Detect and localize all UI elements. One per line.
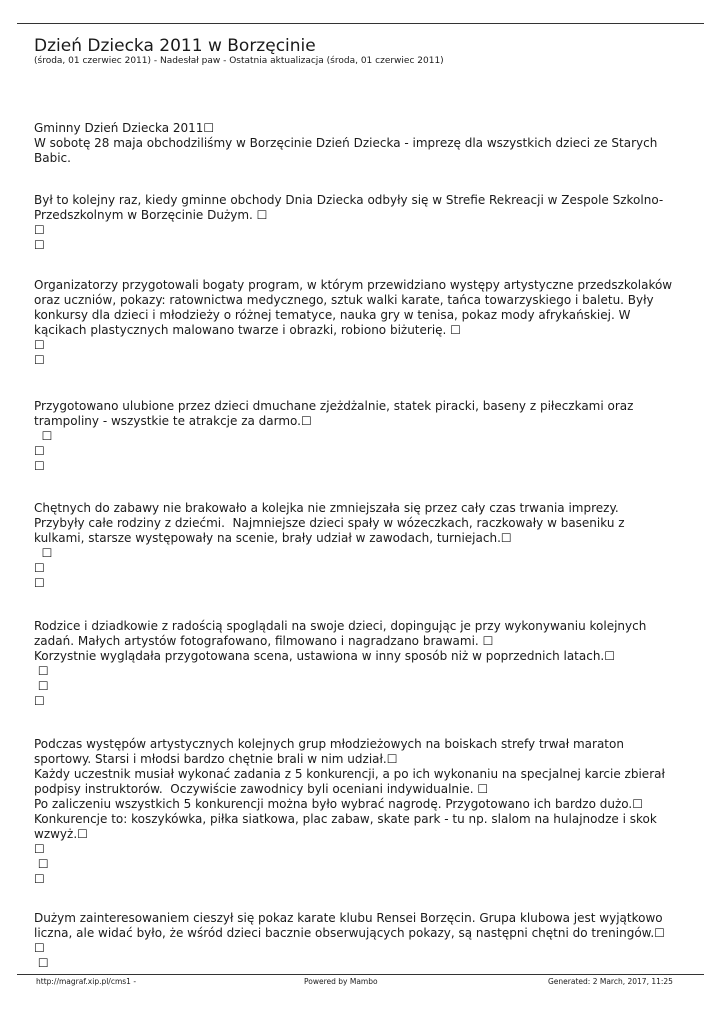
text-line: sportowy. Starsi i młodsi bardzo chętnie brali w nim udział.☐ xyxy=(34,752,398,766)
top-rule xyxy=(17,23,704,24)
text-line: Organizatorzy przygotowali bogaty program, w którym przewidziano występy artystyczne przedszkolaków xyxy=(34,278,673,292)
text-line: Rodzice i dziadkowie z radością spoglądali na swoje dzieci, dopingując je przy wykonywaniu kolejnych xyxy=(34,619,647,633)
text-line: ☐ xyxy=(34,679,49,693)
footer-rule xyxy=(17,974,704,975)
text-line: ☐ xyxy=(34,223,45,237)
paragraph xyxy=(34,121,694,166)
text-line: ☐ xyxy=(34,561,45,575)
text-line: ☐ xyxy=(34,429,53,443)
article-meta: (środa, 01 czerwiec 2011) - Nadesłał paw - Ostatnia aktualizacja (środa, 01 czerwiec 2011) xyxy=(34,56,444,66)
text-line: ☐ xyxy=(34,842,45,856)
article-title: Dzień Dziecka 2011 w Borzęcinie xyxy=(34,36,316,56)
paragraph xyxy=(34,278,694,368)
text-line: ☐ xyxy=(34,576,45,590)
text-line: konkursy dla dzieci i młodzieży o różnej tematyce, nauka gry w tenisa, pokaz mody afrykańskiej. W xyxy=(34,308,631,322)
text-line: W sobotę 28 maja obchodziliśmy w Borzęcinie Dzień Dziecka - imprezę dla wszystkich dzieci ze Starych xyxy=(34,136,658,150)
text-line: ☐ xyxy=(34,857,49,871)
paragraph xyxy=(34,193,694,253)
text-line: Chętnych do zabawy nie brakowało a kolejka nie zmniejszała się przez cały czas trwania imprezy. xyxy=(34,501,619,515)
text-line: ☐ xyxy=(34,956,49,970)
text-line: podpisy instruktorów. Oczywiście zawodnicy byli oceniani indywidualnie. ☐ xyxy=(34,782,489,796)
text-line: wzwyż.☐ xyxy=(34,827,88,841)
text-line: ☐ xyxy=(34,459,45,473)
paragraph xyxy=(34,399,694,474)
paragraph xyxy=(34,619,694,709)
text-line: trampoliny - wszystkie te atrakcje za darmo.☐ xyxy=(34,414,312,428)
paragraph xyxy=(34,737,694,887)
text-line: ☐ xyxy=(34,444,45,458)
text-line: Po zaliczeniu wszystkich 5 konkurencji można było wybrać nagrodę. Przygotowano ich bardzo dużo.☐ xyxy=(34,797,643,811)
text-line: Każdy uczestnik musiał wykonać zadania z 5 konkurencji, a po ich wykonaniu na specjalnej karcie zbierał xyxy=(34,767,665,781)
text-line: Przedszkolnym w Borzęcinie Dużym. ☐ xyxy=(34,208,268,222)
footer-url: http://magraf.xip.pl/cms1 - xyxy=(36,977,137,986)
text-line: Przygotowano ulubione przez dzieci dmuchane zjeżdżalnie, statek piracki, baseny z piłeczkami oraz xyxy=(34,399,634,413)
text-line: kącikach plastycznych malowano twarze i obrazki, robiono biżuterię. ☐ xyxy=(34,323,461,337)
text-line: Konkurencje to: koszykówka, piłka siatkowa, plac zabaw, skate park - tu np. slalom na hulajnodze i skok xyxy=(34,812,657,826)
text-line: Dużym zainteresowaniem cieszył się pokaz karate klubu Rensei Borzęcin. Grupa klubowa jest wyjątkowo xyxy=(34,911,663,925)
text-line: Babic. xyxy=(34,151,71,165)
text-line: ☐ xyxy=(34,694,45,708)
text-line: Podczas występów artystycznych kolejnych grup młodzieżowych na boiskach strefy trwał maraton xyxy=(34,737,624,751)
text-line: ☐ xyxy=(34,353,45,367)
text-line: kulkami, starsze występowały na scenie, brały udział w zawodach, turniejach.☐ xyxy=(34,531,512,545)
text-line: Korzystnie wyglądała przygotowana scena, ustawiona w inny sposób niż w poprzednich latach.☐ xyxy=(34,649,616,663)
text-line: liczna, ale widać było, że wśród dzieci bacznie obserwujących pokazy, są następni chętni do treningów.☐ xyxy=(34,926,665,940)
text-line: Przybyły całe rodziny z dziećmi. Najmniejsze dzieci spały w wózeczkach, raczkowały w baseniku z xyxy=(34,516,625,530)
text-line: ☐ xyxy=(34,941,45,955)
text-line: ☐ xyxy=(34,338,45,352)
text-line: zadań. Małych artystów fotografowano, filmowano i nagradzano brawami. ☐ xyxy=(34,634,494,648)
paragraph xyxy=(34,501,694,591)
footer-powered-by: Powered by Mambo xyxy=(304,977,378,986)
text-line: Był to kolejny raz, kiedy gminne obchody Dnia Dziecka odbyły się w Strefie Rekreacji w Zespole Szkolno- xyxy=(34,193,664,207)
paragraph xyxy=(34,911,694,971)
footer-generated: Generated: 2 March, 2017, 11:25 xyxy=(548,977,673,986)
text-line: ☐ xyxy=(34,546,53,560)
text-line: Gminny Dzień Dziecka 2011☐ xyxy=(34,121,215,135)
text-line: ☐ xyxy=(34,664,49,678)
text-line: ☐ xyxy=(34,872,45,886)
text-line: oraz uczniów, pokazy: ratownictwa medycznego, sztuk walki karate, tańca towarzyskiego i baletu. Były xyxy=(34,293,654,307)
text-line: ☐ xyxy=(34,238,45,252)
